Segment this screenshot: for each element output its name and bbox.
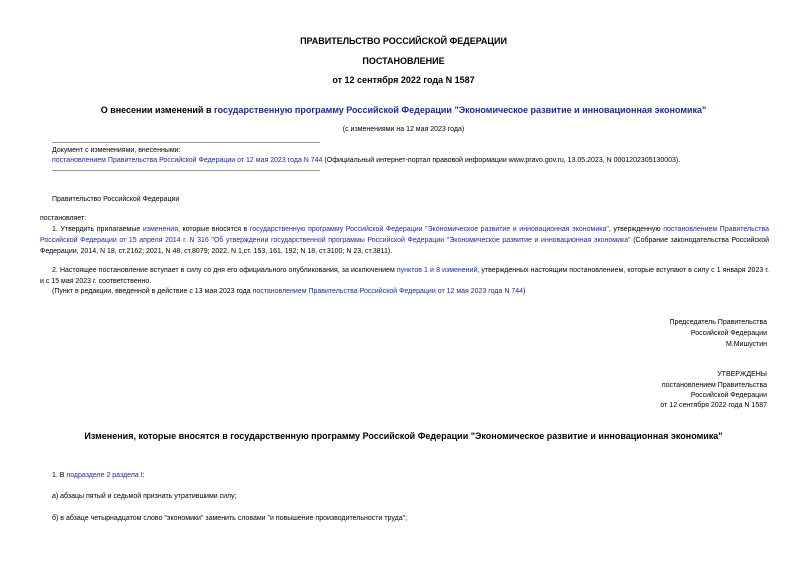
changes-link[interactable]: постановлением Правительства Российской Федерации от 12 мая 2023 года N 744 (52, 157, 323, 164)
paragraph-2 (40, 265, 769, 287)
signature-title: Председатель Правительства (669, 319, 767, 326)
note-resolution-link[interactable]: постановлением Правительства Российской Федерации от 12 мая 2023 года N 744 (252, 288, 524, 295)
p1-text-a: 1. Утвердить прилагаемые (52, 226, 143, 233)
signature-name: М.Мишустин (725, 341, 767, 348)
date-number: от 12 сентября 2022 года N 1587 (332, 75, 475, 85)
approved-line-3: Российской Федерации (690, 392, 767, 399)
changes-label: Документ с изменениями, внесенными: (52, 147, 181, 154)
p2-text-a: 2. Настоящее постановление вступает в силу со дня его официального опубликования, за исключением (52, 267, 397, 274)
approved-line-4: от 12 сентября 2022 года N 1587 (660, 402, 767, 409)
item-b: б) в абзаце четырнадцатом слово "экономики" заменить словами "и повышение производительности труда"; (52, 515, 408, 522)
signature-org: Российской Федерации (690, 330, 767, 337)
government-line: Правительство Российской Федерации (52, 196, 180, 203)
p1-program-link[interactable]: государственную программу Российской Федерации "Экономическое развитие и инновационная экономика" (249, 226, 609, 233)
document-title (0, 105, 807, 115)
p1-resolution-link[interactable]: постановлением Правительства Российской Федерации от 15 апреля 2014 г. N 316 "Об утверждении государственной программы Российской Федерации "Экономическое развитие и инновационная экономика" (40, 226, 769, 244)
p1-changes-link[interactable]: изменения (142, 226, 178, 233)
edition-note: (с изменениями на 12 мая 2023 года) (342, 126, 465, 133)
p2-items-link[interactable]: пунктов 1 и 8 изменений (396, 267, 478, 274)
p1-text-b: , которые вносятся в (177, 226, 250, 233)
changes-line (52, 155, 772, 166)
resolves-line: постановляет: (40, 215, 87, 222)
paragraph-1 (40, 224, 769, 257)
p2-text-b: , утвержденных настоящим постановлением, которые вступают в силу с 1 января 2023 г. и с 15 мая 2023 г. соответственно. (40, 267, 769, 285)
program-link[interactable]: государственную программу Российской Федерации "Экономическое развитие и инновационная экономика" (213, 105, 707, 115)
changes-title: Изменения, которые вносятся в государственную программу Российской Федерации "Экономическое развитие и инновационная экономика" (84, 431, 723, 441)
box-top-divider (52, 142, 320, 143)
item-1 (52, 470, 145, 481)
item-1-text-b: : (142, 472, 145, 479)
title-prefix: О внесении изменений в (100, 105, 214, 115)
p1-text-c: , утвержденную (608, 226, 664, 233)
changes-suffix: (Официальный интернет-портал правовой информации www.pravo.gov.ru, 13.05.2023, N 0001202305130003). (322, 157, 681, 164)
approved-heading: УТВЕРЖДЕНЫ (717, 371, 767, 378)
item-1-link[interactable]: подразделе 2 раздела I (66, 472, 143, 479)
document-type: ПОСТАНОВЛЕНИЕ (362, 56, 445, 66)
paragraph-note (52, 286, 772, 297)
government-heading: ПРАВИТЕЛЬСТВО РОССИЙСКОЙ ФЕДЕРАЦИИ (300, 36, 507, 46)
box-bottom-divider (52, 170, 320, 171)
note-text-a: (Пункт в редакции, введенной в действие с 13 мая 2023 года (52, 288, 253, 295)
item-1-text-a: 1. В (52, 472, 67, 479)
item-a: а) абзацы пятый и седьмой признать утратившими силу; (52, 493, 237, 500)
note-text-b: ) (523, 288, 526, 295)
approved-line-2: постановлением Правительства (661, 382, 767, 389)
p1-text-d: (Собрание законодательства Российской Федерации, 2014, N 18, ст.2162; 2021, N 48, ст.8079; 2022, N 1,ст. 153, 161, 192; N 18, ст.3100; N 23, ст.3811). (40, 237, 770, 255)
